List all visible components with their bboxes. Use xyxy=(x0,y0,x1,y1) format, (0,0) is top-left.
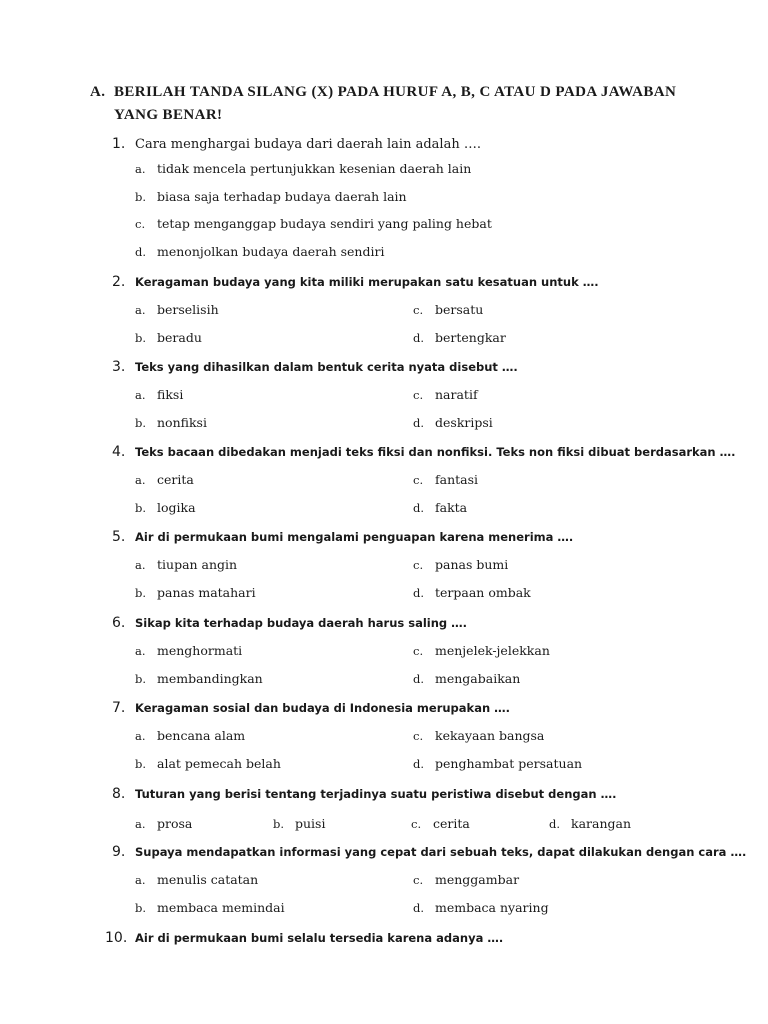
option-text: tetap menganggap budaya sendiri yang paling hebat xyxy=(157,216,492,232)
option-text: membaca memindai xyxy=(157,900,285,915)
option-text: alat pemecah belah xyxy=(157,756,281,771)
question-text: Keragaman sosial dan budaya di Indonesia merupakan …. xyxy=(135,701,511,715)
option-text: menggambar xyxy=(435,872,520,887)
option-letter: b. xyxy=(135,901,147,915)
question-number: 8. xyxy=(112,786,126,802)
option-text: penghambat persatuan xyxy=(435,756,583,771)
option-text: menulis catatan xyxy=(157,872,259,887)
answer-option-d[interactable] xyxy=(413,671,520,686)
option-text: beradu xyxy=(157,330,202,345)
question-text: Sikap kita terhadap budaya daerah harus saling …. xyxy=(135,616,468,630)
answer-option-c[interactable] xyxy=(413,872,519,887)
option-letter: d. xyxy=(413,501,425,515)
option-text: biasa saja terhadap budaya daerah lain xyxy=(157,188,407,204)
option-letter: a. xyxy=(135,162,146,176)
option-letter: d. xyxy=(413,757,425,771)
question-number: 10. xyxy=(105,930,128,946)
question-text: Teks bacaan dibedakan menjadi teks fiksi dan nonfiksi. Teks non fiksi dibuat berdasarkan …. xyxy=(135,445,736,459)
question-text: Teks yang dihasilkan dalam bentuk cerita nyata disebut …. xyxy=(135,360,518,374)
answer-option-d[interactable] xyxy=(413,330,506,345)
question-7 xyxy=(112,697,510,716)
answer-option-d[interactable] xyxy=(413,585,531,600)
option-text: tidak mencela pertunjukkan kesenian daerah lain xyxy=(157,161,472,176)
option-text: prosa xyxy=(157,816,193,831)
answer-option-c[interactable] xyxy=(413,472,478,487)
question-number: 2. xyxy=(112,274,126,290)
option-text: menjelek-jelekkan xyxy=(435,643,550,658)
section-letter: A. xyxy=(90,84,106,100)
option-text: cerita xyxy=(157,472,194,487)
question-number: 9. xyxy=(112,844,126,860)
option-letter: b. xyxy=(135,757,147,771)
answer-option-a[interactable] xyxy=(135,643,242,658)
answer-option-d[interactable] xyxy=(413,415,493,430)
option-text: mengabaikan xyxy=(435,671,521,686)
answer-option-b[interactable] xyxy=(135,330,202,345)
option-letter: c. xyxy=(413,558,424,572)
answer-option-b[interactable] xyxy=(135,415,207,430)
answer-option-d[interactable] xyxy=(549,816,631,831)
question-number: 1. xyxy=(112,136,126,152)
answer-option-b[interactable] xyxy=(135,500,196,515)
question-text: Keragaman budaya yang kita miliki merupakan satu kesatuan untuk …. xyxy=(135,275,599,289)
answer-option-a[interactable] xyxy=(135,728,245,743)
option-letter: c. xyxy=(413,303,424,317)
option-letter: d. xyxy=(413,672,425,686)
option-text: logika xyxy=(157,500,196,515)
option-text: nonfiksi xyxy=(157,415,207,430)
section-instruction-line-1: BERILAH TANDA SILANG (X) PADA HURUF A, B, C ATAU D PADA JAWABAN xyxy=(114,84,677,100)
answer-option-a[interactable] xyxy=(135,872,258,887)
option-text: cerita xyxy=(433,816,470,831)
option-letter: b. xyxy=(135,416,147,430)
option-text: terpaan ombak xyxy=(435,585,531,600)
option-letter: b. xyxy=(135,672,147,686)
question-text: Cara menghargai budaya dari daerah lain adalah …. xyxy=(135,137,481,152)
option-letter: c. xyxy=(413,644,424,658)
option-text: fakta xyxy=(435,500,468,515)
option-letter: d. xyxy=(413,416,425,430)
option-text: deskripsi xyxy=(435,415,493,430)
question-number: 3. xyxy=(112,359,126,375)
option-letter: d. xyxy=(413,901,425,915)
option-text: bertengkar xyxy=(435,330,506,345)
option-letter: d. xyxy=(413,586,425,600)
option-text: bersatu xyxy=(435,302,484,317)
option-letter: b. xyxy=(135,331,147,345)
option-text: membandingkan xyxy=(157,671,263,686)
question-10 xyxy=(105,927,503,946)
answer-option-d[interactable] xyxy=(413,756,582,771)
answer-option-b[interactable] xyxy=(135,671,263,686)
option-text: bencana alam xyxy=(157,728,246,743)
option-text: tiupan angin xyxy=(157,557,238,572)
answer-option-a[interactable] xyxy=(135,472,194,487)
question-text: Air di permukaan bumi selalu tersedia karena adanya …. xyxy=(135,931,504,945)
answer-option-c[interactable] xyxy=(413,302,483,317)
option-letter: b. xyxy=(135,189,147,204)
answer-option-b[interactable] xyxy=(135,900,285,915)
option-letter: d. xyxy=(413,331,425,345)
option-letter: d. xyxy=(549,817,561,831)
option-text: membaca nyaring xyxy=(435,900,549,915)
question-9 xyxy=(112,841,746,860)
option-text: menghormati xyxy=(157,643,243,658)
answer-option-c[interactable] xyxy=(413,387,478,402)
question-3 xyxy=(112,356,518,375)
answer-option-a[interactable] xyxy=(135,161,471,176)
option-letter: a. xyxy=(135,388,146,402)
answer-option-b[interactable] xyxy=(135,756,281,771)
question-number: 4. xyxy=(112,444,126,460)
option-letter: a. xyxy=(135,473,146,487)
option-letter: c. xyxy=(413,388,424,402)
option-letter: a. xyxy=(135,817,146,831)
question-text: Supaya mendapatkan informasi yang cepat dari sebuah teks, dapat dilakukan dengan cara …. xyxy=(135,845,747,859)
option-text: kekayaan bangsa xyxy=(435,728,545,743)
option-letter: c. xyxy=(413,729,424,743)
option-letter: a. xyxy=(135,729,146,743)
answer-option-c[interactable] xyxy=(413,728,544,743)
question-6 xyxy=(112,612,467,631)
answer-option-a[interactable] xyxy=(135,302,219,317)
question-text: Tuturan yang berisi tentang terjadinya suatu peristiwa disebut dengan …. xyxy=(135,787,617,801)
option-letter: b. xyxy=(273,817,285,831)
option-letter: c. xyxy=(413,473,424,487)
answer-option-a[interactable] xyxy=(135,557,237,572)
answer-option-a[interactable] xyxy=(135,387,183,402)
answer-option-c[interactable] xyxy=(413,643,550,658)
answer-option-d[interactable] xyxy=(135,244,384,259)
option-text: fantasi xyxy=(435,472,479,487)
option-letter: c. xyxy=(411,817,422,831)
answer-option-c[interactable] xyxy=(413,557,508,572)
answer-option-b[interactable] xyxy=(135,585,256,600)
question-5 xyxy=(112,526,573,545)
option-letter: a. xyxy=(135,873,146,887)
option-letter: a. xyxy=(135,644,146,658)
question-4 xyxy=(112,441,735,460)
question-number: 6. xyxy=(112,615,126,631)
section-instruction-line-2: YANG BENAR! xyxy=(114,107,223,123)
answer-option-b[interactable] xyxy=(273,816,325,831)
option-text: berselisih xyxy=(157,302,219,317)
question-number: 7. xyxy=(112,700,126,716)
option-letter: b. xyxy=(135,586,147,600)
option-text: panas matahari xyxy=(157,585,256,600)
option-text: fiksi xyxy=(157,387,184,402)
option-text: karangan xyxy=(571,816,632,831)
question-number: 5. xyxy=(112,529,126,545)
option-letter: a. xyxy=(135,558,146,572)
option-text: naratif xyxy=(435,387,478,402)
option-letter: c. xyxy=(135,217,146,232)
option-text: menonjolkan budaya daerah sendiri xyxy=(157,244,385,260)
answer-option-a[interactable] xyxy=(135,816,192,831)
question-text: Air di permukaan bumi mengalami penguapan karena menerima …. xyxy=(135,530,574,544)
option-text: panas bumi xyxy=(435,557,509,572)
option-letter: c. xyxy=(413,873,424,887)
option-letter: d. xyxy=(135,245,147,260)
answer-option-c[interactable] xyxy=(411,816,470,831)
option-letter: b. xyxy=(135,501,147,515)
answer-option-d[interactable] xyxy=(413,500,467,515)
question-2 xyxy=(112,271,599,290)
option-letter: a. xyxy=(135,303,146,317)
option-text: puisi xyxy=(295,816,326,831)
answer-option-d[interactable] xyxy=(413,900,549,915)
answer-option-c[interactable] xyxy=(135,216,492,231)
answer-option-b[interactable] xyxy=(135,189,407,204)
question-1 xyxy=(112,133,481,152)
question-8 xyxy=(112,783,616,802)
